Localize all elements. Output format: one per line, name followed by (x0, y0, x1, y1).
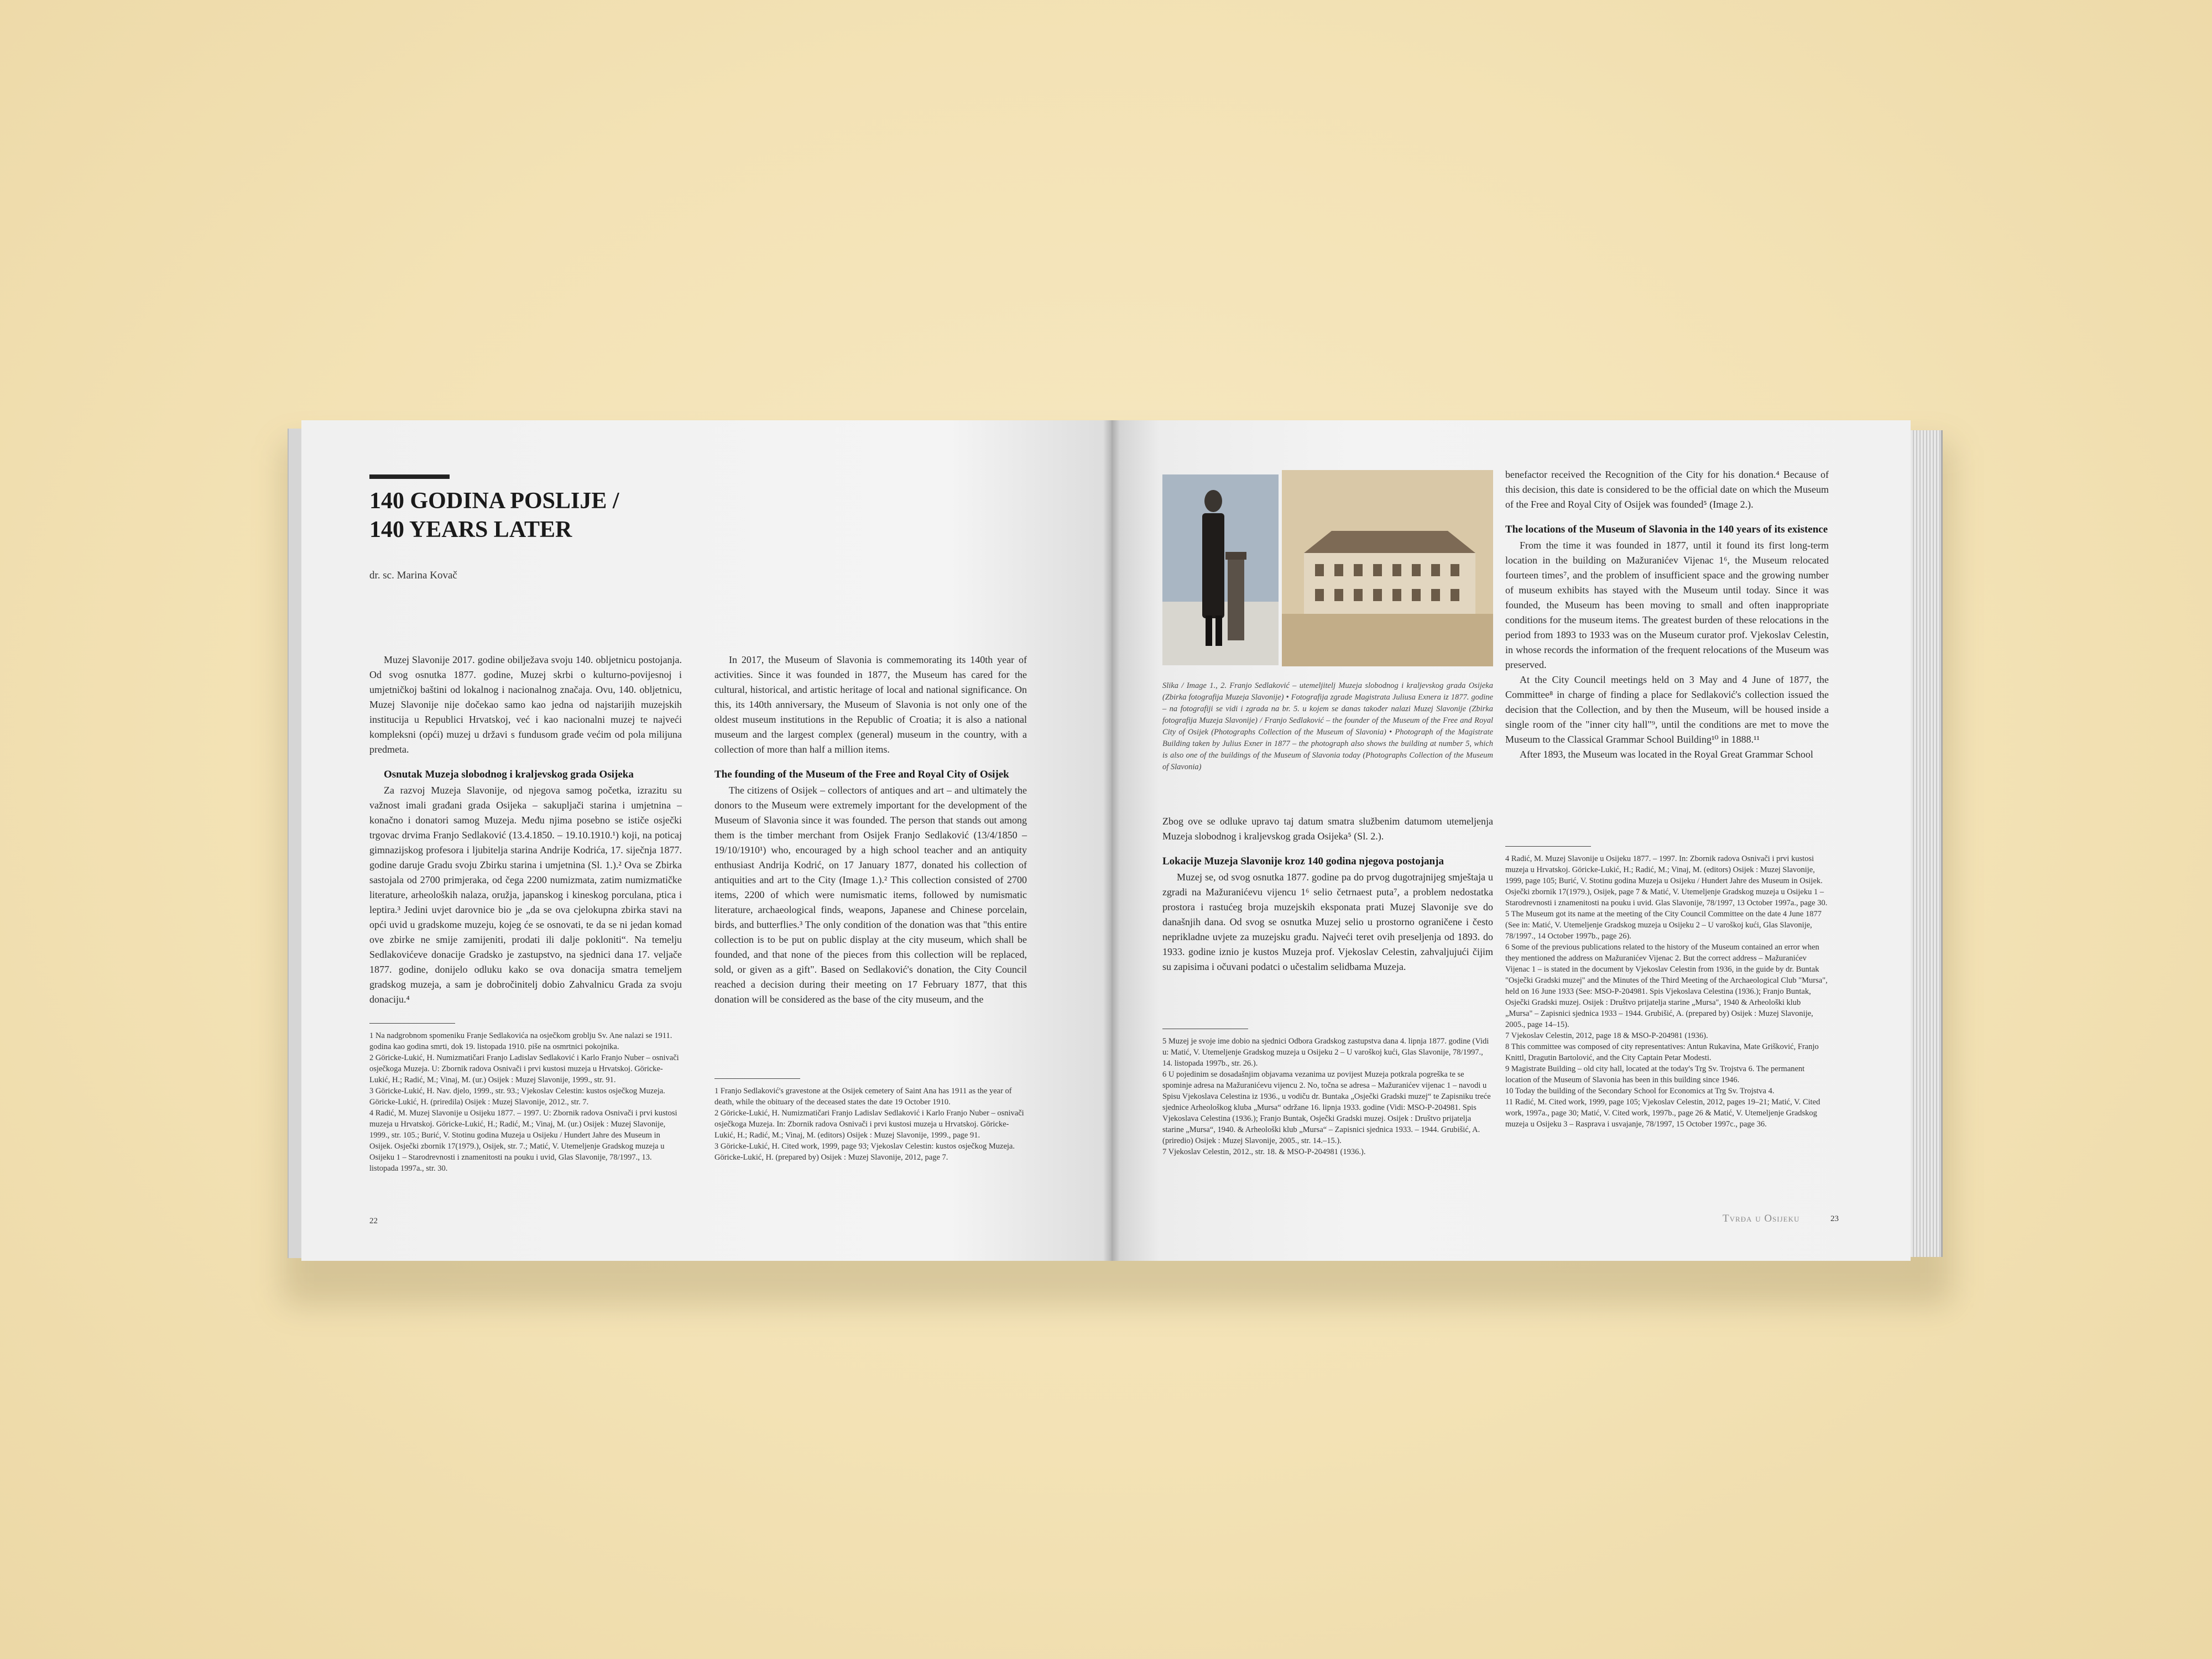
title-line-2: 140 YEARS LATER (369, 517, 572, 542)
section-heading: Lokacije Muzeja Slavonije kroz 140 godina njegova postojanja (1162, 855, 1444, 867)
body-paragraph: The citizens of Osijek – collectors of antiques and art – and ultimately the donors to the Museum were extremely important for the development of the Museum of Slavonia since it was founded. The person that stands out among them is the timber merchant from Osijek Franjo Sedlaković (13/4/1850 – 19/10/1910¹) who, encouraged by a high school teacher and an antiquity enthusiast Andrija Kodrić, on 17 January 1877, donated his collection of antiquities and art to the City (Image 1.).² This collection consisted of 2700 items, 2200 of which were numismatic items, followed by numismatic literature, archaeological finds, weapons, Japanese and Chinese porcelain, birds, and butterflies.³ The only condition of the donation was that "this entire collection is to be put on public display at the city museum, which shall be founded, and that none of the pieces from this collection will be replaced, sold, or given as a gift". Based on Sedlaković's donation, the City Council reached a decision during their meeting on 17 February 1877, that this donation will be considered as the base of the city museum, and the (714, 785, 1027, 1005)
magistrate-building-photo (1282, 470, 1493, 666)
footnote-rule (1505, 846, 1591, 847)
building-illustration (1282, 470, 1493, 666)
right-page (1112, 420, 1911, 1261)
title-rule (369, 474, 450, 479)
footnote: 11 Radić, M. Cited work, 1999, page 105; Vjekoslav Celestin, 2012, pages 19–21; Matić, V. Cited work, 1997a., page 30; Matić, V. Cited work, 1997b., page 26 & Matić, V. Utemeljenje Gradskog muzeja u Osijeku 3 – Rasprava i usvajanje, 78/1997, 15 October 1997c., page 36. (1505, 1098, 1820, 1129)
left-column-croatian (1162, 814, 1493, 974)
portrait-illustration (1162, 474, 1279, 665)
body-paragraph: Muzej se, od svog osnutka 1877. godine pa do prvog dugotrajnijeg smještaja u zgradi na Mažuranićevu vijencu 1⁶ selio četrnaest puta⁷, a problem nedostatka prostora i rastućeg broja muzejskih eksponata prati Muzej Slavonije sve do današnjih dana. Od svog se osnutka Muzej selio u prostorno ograničene i često neprikladne uvjete za muzejsku građu. Najveći teret ovih preseljenja od 1893. do 1933. godine iznio je kustos Muzeja prof. Vjekoslav Celestin, zahvaljujući čijim su zapisima i očuvani podatci o učestalim selidbama Muzeja. (1162, 872, 1493, 972)
body-paragraph: Zbog ove se odluke upravo taj datum smatra službenim datumom utemeljenja Muzeja slobodnog i kraljevskog grada Osijeka⁵ (Sl. 2.). (1162, 816, 1493, 842)
section-heading: The locations of the Museum of Slavonia in the 140 years of its existence (1505, 524, 1828, 535)
body-paragraph: Za razvoj Muzeja Slavonije, od njegova samog početka, izrazitu su važnost imali građani grada Osijeka – sakupljači starina i umjetnina – konačno i donatori samog Muzeja. Među njima posebno se ističe osječki trgovac drvima Franjo Sedlaković (13.4.1850. – 19.10.1910.¹) koji, na poticaj gimnazijskog profesora i ljubitelja starina Andrije Kodrića, 17. siječnja 1877. godine daruje Gradu svoju Zbirku starina i umjetnina (Sl. 1.).² Ova se Zbirka sastojala od 2700 primjeraka, od čega 2200 numizmata, zatim numizmatičke literature, arheoloških nalaza, oružja, japanskog i kineskog porculana, ptica i leptira.³ Jedini uvjet darovnice bio je „da se ova cjelokupna zbirka stavi na opći uvid u gradskome muzeju, kojeg će se osnovati, te da se ni jedan komad ove zbirke ne smije zamijeniti, prodati ili dalje pokloniti“. Na temelju Sedlakovićeve donacije Gradsko je zastupstvo, na sjednici dana 17. veljače 1877. godine, donijelo odluku kako se ova donacija smatra temeljem gradskog muzeja, a sam je dobročinitelj dobio Zahvalnicu Grada za svoju donaciju.⁴ (369, 785, 682, 1005)
footnote: 6 Some of the previous publications related to the history of the Museum contained an error when they mentioned the address on Mažuranićev Vijenac 2. But the correct address – Mažuranićev Vijenac 1 – is stated in the document by Vjekoslav Celestin from 1936, in the guide by dr. Buntak "Osječki Gradski muzej" and the Minutes of the Third Meeting of the Archaeological Club "Mursa", held on 16 June 1933 (See: MSO-P-204981. Spis Vjekoslava Celestina (1936.); Franjo Buntak, Osječki Gradski muzej. Osijek : Društvo prijatelja starine „Mursa", 1940 & Arheološki klub „Mursa" – Zapisnici sjednica 1933 – 1944. Grubišić, A. (prepared by) Osijek : Muzej Slavonije, 2005., page 14–15). (1505, 943, 1828, 1029)
author: dr. sc. Marina Kovač (369, 570, 457, 581)
left-column-croatian (369, 653, 682, 1007)
portrait-photo (1162, 474, 1279, 665)
body-paragraph: At the City Council meetings held on 3 May and 4 June of 1877, the Committee⁸ in charge of finding a place for Sedlaković's collection issued the decision that the Collection, and by then the Museum, will be housed inside a single room of the "inner city hall"⁹, until the conditions are met to move the Museum to the Classical Grammar School Building¹⁰ in 1888.¹¹ (1505, 674, 1829, 745)
footnote: 8 This committee was composed of city representatives: Antun Rukavina, Mate Grišković, Franjo Knittl, Dragutin Bartolović, and the City Captain Petar Modesti. (1505, 1042, 1819, 1062)
footnote: 4 Radić, M. Muzej Slavonije u Osijeku 1877. – 1997. In: Zbornik radova Osnivači i prvi kustosi muzeja u Hrvatskoj. Göricke-Lukić, H.; Radić, M.; Vinaj, M. (editors) Osijek : Muzej Slavonije, 1999, page 105; Burić, V. Stotinu godina Muzeja u Osijeku / Hundert Jahre des Museum in Osijek. Osječki zbornik 17(1979.), Osijek, page 7 & Matić, V. Utemeljenje Gradskog muzeja u Osijeku 1 – Starodrevnosti i znamenitosti na pouku i uvid. Glas Slavonije, 78/1997, 13 October 1997a., page 30. (1505, 854, 1828, 907)
footnote: 3 Göricke-Lukić, H. Nav. djelo, 1999., str. 93.; Vjekoslav Celestin: kustos osječkog Muzeja. Göricke-Lukić, H. (priredila) Osijek : Muzej Slavonije, 2012., str. 7. (369, 1087, 665, 1107)
page-number: 22 (369, 1217, 378, 1225)
section-heading: The founding of the Museum of the Free and Royal City of Osijek (714, 769, 1009, 780)
body-paragraph: After 1893, the Museum was located in the Royal Great Grammar School (1520, 749, 1813, 760)
photo-caption: Slika / Image 1., 2. Franjo Sedlaković – utemeljitelj Muzeja slobodnog i kraljevskog grada Osijeka (Zbirka fotografija Muzeja Slavonije) • Fotografija zgrade Magistrata Juliusa Exnera iz 1877. godine – na fotografiji se vidi i zgrada na br. 5. u kojem se danas također nalazi Muzej Slavonije (Zbirka fotografija Muzeja Slavonije) / Franjo Sedlaković – the founder of the Museum of the Free and Royal City of Osijek (Photographs Collection of the Museum of Slavonia) • Photograph of the Magistrate Building taken by Julius Exner in 1877 – the photograph also shows the building at number 5, which is also one of the buildings of the Museum of Slavonia today (Photographs Collection of the Museum of Slavonia) (1162, 681, 1493, 771)
left-column-footnotes (369, 1023, 682, 1174)
right-column-english (1505, 467, 1829, 762)
right-column-english (714, 653, 1027, 1007)
footnote: 4 Radić, M. Muzej Slavonije u Osijeku 1877. – 1997. U: Zbornik radova Osnivači i prvi kustosi muzeja u Hrvatskoj. Göricke-Lukić, H.; Radić, M.; Vinaj, M. (ur.) Osijek : Muzej Slavonije, 1999., str. 105.; Burić, V. Stotinu godina Muzeja u Osijeku / Hundert Jahre des Museum in Osijek. Osječki zbornik 17(1979.), Osijek, str. 7.; Matić, V. Utemeljenje Gradskog muzeja u Osijeku 1 – Starodrevnosti i znamenitosti na pouku i uvid, Glas Slavonije, 78/1997., 13. listopada 1997a., str. 30. (369, 1109, 677, 1173)
footnote: 6 U pojedinim se dosadašnjim objavama vezanima uz povijest Muzeja potkrala pogreška te se spominje adresa na Mažuranićevu vijencu 2. No, točna se adresa – Mažuranićev vijenac 1 – navodi u Spisu Vjekoslava Celestina iz 1936., u vodiču dr. Buntaka „Osječki Gradski muzej“ te Zapisniku treće sjednice Arheološkog kluba „Mursa“ održane 16. lipnja 1933. godine (Vidi: MSO-P-204981. Spis Vjekoslava Celestina (1936.); Franjo Buntak, Osječki Gradski muzej. Osijek : Društvo prijatelja starine „Mursa“, 1940. & Arheološki klub „Mursa“ – Zapisnici sjednica 1933. – 1944. Grubišić, A. (priredio) Osijek : Muzej Slavonije, 2005., str. 14.–15.). (1162, 1070, 1491, 1145)
running-head: Tvrđa u Osijeku (1723, 1213, 1800, 1224)
intro-paragraph: Muzej Slavonije 2017. godine obilježava svoju 140. obljetnicu postojanja. Od svog osnutka 1877. godine, Muzej skrbi o kulturno-povijesnoj i umjetničkoj baštini od lokalnog i nacionalnog značaja. Ovu, 140. obljetnicu, Muzej Slavonije nije dočekao samo kao jedna od najstarijih muzejskih institucija u Republici Hrvatskoj, već i kao nacionalni muzej te najveći kompleksni (opći) muzej u državi s fundusom građe većim od pola milijuna predmeta. (369, 654, 682, 755)
title-line-1: 140 GODINA POSLIJE / (369, 488, 619, 514)
footnote: 7 Vjekoslav Celestin, 2012, page 18 & MSO-P-204981 (1936). (1505, 1031, 1708, 1040)
section-heading: Osnutak Muzeja slobodnog i kraljevskog grada Osijeka (384, 769, 634, 780)
footnote: 1 Franjo Sedlaković's gravestone at the Osijek cemetery of Saint Ana has 1911 as the year of death, while the obituary of the deceased states the date 19 October 1910. (714, 1087, 1012, 1107)
footnote: 5 Muzej je svoje ime dobio na sjednici Odbora Gradskog zastupstva dana 4. lipnja 1877. godine (Vidi u: Matić, V. Utemeljenje Gradskog muzeja u Osijeku 2 – U varoškoj kući, Glas Slavonije, 78/1997., 14. listopada 1997b., str. 26.). (1162, 1037, 1489, 1068)
left-page (301, 420, 1112, 1261)
footnote-rule (714, 1078, 800, 1079)
footnote: 10 Today the building of the Secondary School for Economics at Trg Sv. Trojstva 4. (1505, 1087, 1775, 1095)
footnote: 7 Vjekoslav Celestin, 2012., str. 18. & MSO-P-204981 (1936.). (1162, 1147, 1366, 1156)
footnote: 2 Göricke-Lukić, H. Numizmatičari Franjo Ladislav Sedlaković i Karlo Franjo Nuber – osnivači osječkoga Muzeja. In: Zbornik radova Osnivači i prvi kustosi muzeja u Hrvatskoj. Göricke-Lukić, H.; Radić, M.; Vinaj, M. (editors) Osijek : Muzej Slavonije, 1999., page 91. (714, 1109, 1024, 1140)
left-column-footnotes (1162, 1029, 1493, 1157)
footnote: 9 Magistrate Building – old city hall, located at the today's Trg Sv. Trojstva 6. The permanent location of the Museum of Slavonia has been in this building since 1946. (1505, 1065, 1805, 1084)
body-paragraph: benefactor received the Recognition of the City for his donation.⁴ Because of this decision, this date is considered to be the official date on which the Museum of the Free and Royal City of Osijek was founded⁵ (Image 2.). (1505, 469, 1829, 510)
footnote: 5 The Museum got its name at the meeting of the City Council Committee on the date 4 June 1877 (See in: Matić, V. Utemeljenje Gradskog muzeja u Osijeku 2 – U varoškoj kući, Glas Slavonije, 78/1997., 14 October 1997b., page 26). (1505, 910, 1822, 941)
footnote: 3 Göricke-Lukić, H. Cited work, 1999, page 93; Vjekoslav Celestin: kustos osječkog Muzeja. Göricke-Lukić, H. (prepared by) Osijek : Muzej Slavonije, 2012, page 7. (714, 1142, 1015, 1162)
footnote: 2 Göricke-Lukić, H. Numizmatičari Franjo Ladislav Sedlaković i Karlo Franjo Nuber – osnivači osječkoga Muzeja. U: Zbornik radova Osnivači i prvi kustosi muzeja u Hrvatskoj. Göricke-Lukić, H.; Radić, M.; Vinaj, M. (ur.) Osijek : Muzej Slavonije, 1999., str. 91. (369, 1053, 679, 1084)
body-paragraph: From the time it was founded in 1877, until it found its first long-term location in the building on Mažuranićev Vijenac 1⁶, the Museum relocated fourteen times⁷, and the problem of insufficient space and the growing number of museum exhibits has stayed with the Museum until today. Since it was founded, the Museum has been moving to small and often inappropriate conditions for the museum items. The greatest burden of these relocations in the period from 1893 to 1933 was on the Museum curator prof. Vjekoslav Celestin, in whose records the information of the frequent relocations of the Museum was preserved. (1505, 540, 1829, 670)
right-column-footnotes (714, 1078, 1027, 1163)
right-page-edges (1911, 430, 1943, 1257)
book-gutter (1103, 420, 1120, 1261)
footnote: 1 Na nadgrobnom spomeniku Franje Sedlakovića na osječkom groblju Sv. Ane nalazi se 1911. godina kao godina smrti, dok 19. listopada 1910. piše na osmrtnici pokojnika. (369, 1031, 672, 1051)
page-number: 23 (1830, 1214, 1839, 1223)
footnote-rule (369, 1023, 455, 1024)
right-column-footnotes (1505, 846, 1829, 1130)
intro-paragraph: In 2017, the Museum of Slavonia is commemorating its 140th year of activities. Since it was founded in 1877, the Museum has cared for the cultural, historical, and artistic heritage of local and national significance. On this, its 140th anniversary, the Museum of Slavonia is not only one of the oldest museum institutions in the Republic of Croatia; it is also a national museum and the largest complex (general) museum in the country, with a collection of more than half a million items. (714, 654, 1027, 755)
article-title (369, 487, 701, 544)
